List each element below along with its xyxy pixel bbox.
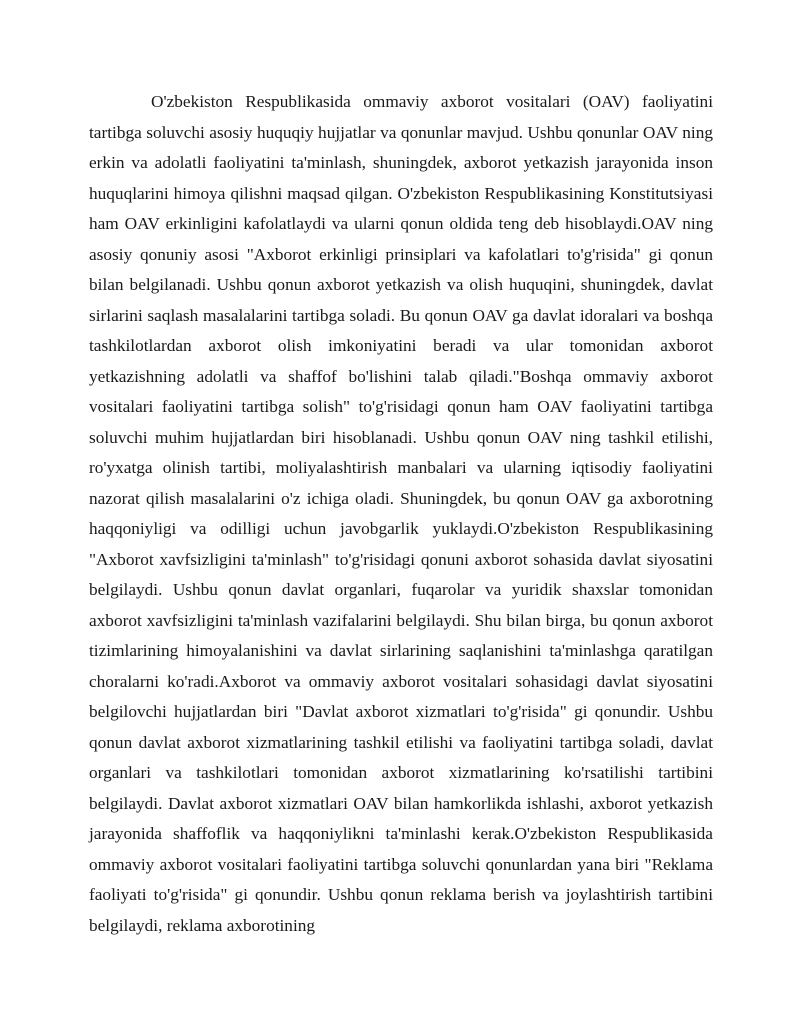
text-segment-4: O'zbekiston Respublikasining "Axborot xavfsizligini ta'minlash" to'g'risidagi qonuni axborot sohasida davlat siyosatini belgilaydi. Ushbu qonun davlat organlari, fuqarolar va yuridik shaxslar tomonidan axborot xavfsizligini ta'minlash vazifalarini belgilaydi. Shu bilan birga, bu qonun axborot tizimlarining himoyalanishini va davlat sirlarining saqlanishini ta'minlashga qaratilgan choralarni ko'radi. — [89, 519, 713, 691]
text-segment-3: "Boshqa ommaviy axborot vositalari faoliyatini tartibga solish" to'g'risidagi qonun ham OAV faoliyatini tartibga soluvchi muhim hujjatlardan biri hisoblanadi. Ushbu qonun OAV ning tashkil etilishi, ro'yxatga olinish tartibi, moliyalashtirish manbalari va ularning iqtisodiy faoliyatini nazorat qilish masalalarini o'z ichiga oladi. Shuningdek, bu qonun OAV ga axborotning haqqoniyligi va odilligi uchun javobgarlik yuklaydi. — [89, 366, 713, 538]
document-page — [89, 87, 713, 941]
text-segment-6: O'zbekiston Respublikasida ommaviy axborot vositalari faoliyatini tartibga soluvchi qonunlardan yana biri "Reklama faoliyati to'g'risida" gi qonundir. Ushbu qonun reklama berish va joylashtirish tartibini belgilaydi, reklama axborotining — [89, 824, 713, 935]
text-segment-2: OAV ning asosiy qonuniy asosi "Axborot erkinligi prinsiplari va kafolatlari to'g'risida" gi qonun bilan belgilanadi. Ushbu qonun axborot yetkazish va olish huquqini, shuningdek, davlat sirlarini saqlash masalalarini tartibga soladi. Bu qonun OAV ga davlat idoralari va boshqa tashkilotlardan axborot olish imkoniyatini beradi va ular tomonidan axborot yetkazishning adolatli va shaffof bo'lishini talab qiladi. — [89, 214, 713, 386]
text-segment-5: Axborot va ommaviy axborot vositalari sohasidagi davlat siyosatini belgilovchi hujjatlardan biri "Davlat axborot xizmatlari to'g'risida" gi qonundir. Ushbu qonun davlat axborot xizmatlarining tashkil etilishi va faoliyatini tartibga soladi, davlat organlari va tashkilotlari tomonidan axborot xizmatlarining ko'rsatilishi tartibini belgilaydi. Davlat axborot xizmatlari OAV bilan hamkorlikda ishlashi, axborot yetkazish jarayonida shaffoflik va haqqoniylikni ta'minlashi kerak. — [89, 671, 714, 843]
text-segment-1: O'zbekiston Respublikasida ommaviy axborot vositalari (OAV) faoliyatini tartibga soluvchi asosiy huquqiy hujjatlar va qonunlar mavjud. Ushbu qonunlar OAV ning erkin va adolatli faoliyatini ta'minlash, shuningdek, axborot yetkazish jarayonida inson huquqlarini himoya qilishni maqsad qilgan. O'zbekiston Respublikasining Konstitutsiyasi ham OAV erkinligini kafolatlaydi va ularni qonun oldida teng deb hisoblaydi. — [89, 92, 713, 233]
body-paragraph — [89, 87, 713, 941]
